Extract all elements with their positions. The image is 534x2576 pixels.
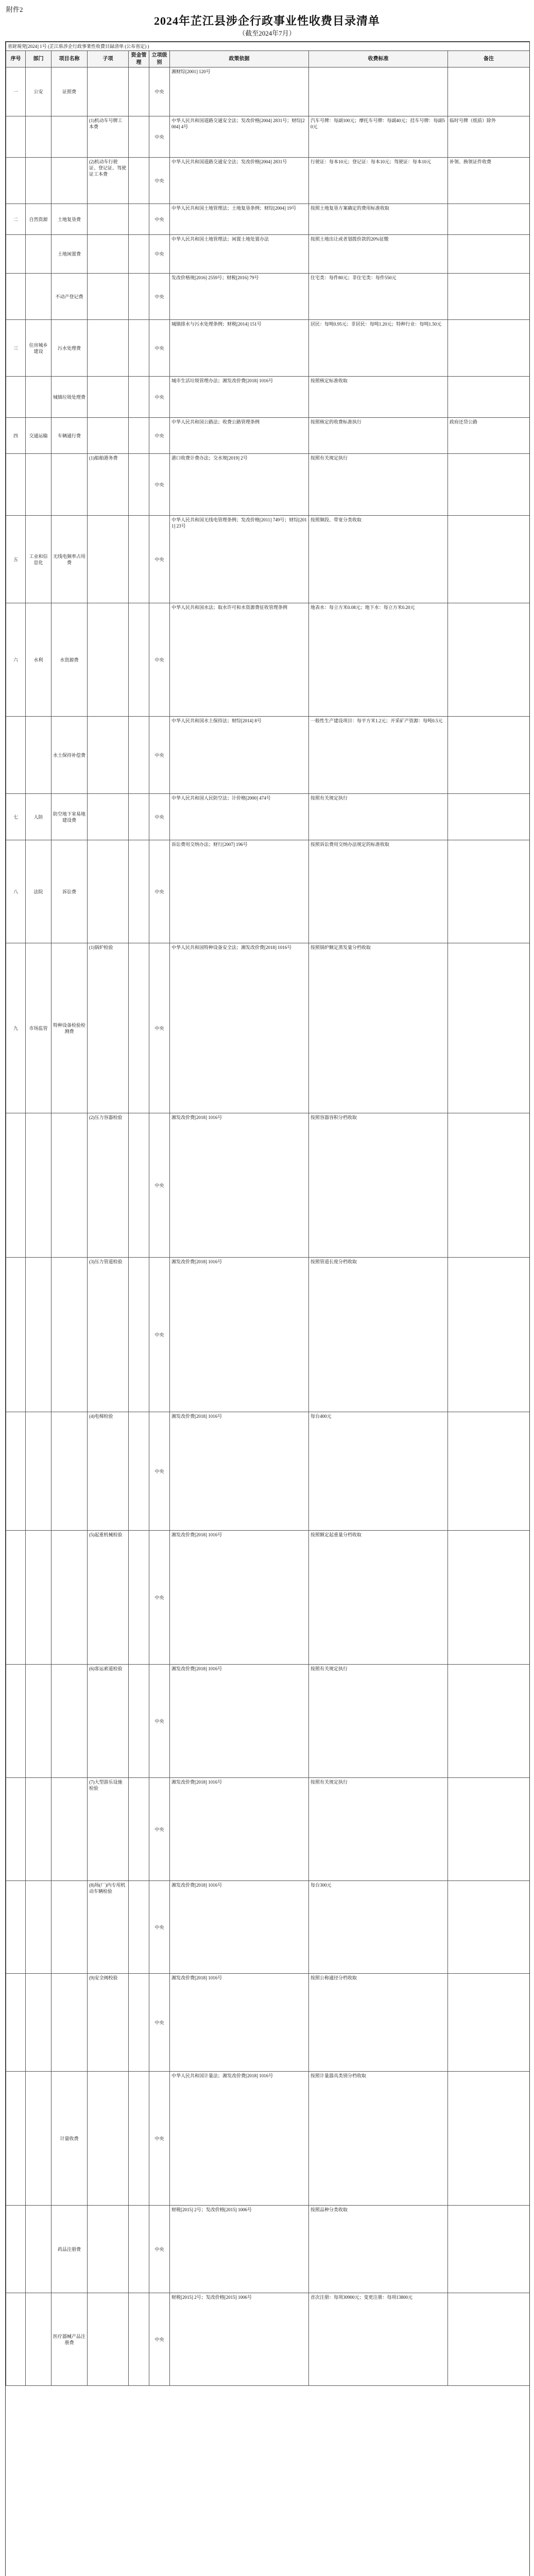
cell-level: 中央: [149, 204, 170, 235]
table-row: [6, 516, 530, 603]
header-note: 备注: [448, 51, 530, 67]
cell-fund: [129, 2293, 149, 2386]
cell-basis: 发改价格规[2016] 2559号；财税[2016] 79号: [170, 274, 309, 320]
cell-standard: 按照品种分类收取: [309, 2206, 448, 2293]
cell-dept: [26, 235, 51, 274]
cell-dept: 人防: [26, 794, 51, 840]
cell-level: 中央: [149, 158, 170, 204]
cell-item: 计量收费: [51, 2072, 88, 2206]
cell-standard: 首次注册：每项30900元；变更注册：每项13800元: [309, 2293, 448, 2386]
cell-standard: 汽车号牌：每副100元；摩托车号牌：每副40元；挂车号牌：每副50元: [309, 116, 448, 158]
cell-seq: 七: [6, 794, 26, 840]
cell-dept: 公安: [26, 67, 51, 116]
cell-dept: 自然资源: [26, 204, 51, 235]
cell-sub: (6)客运索道检验: [88, 1665, 129, 1778]
cell-basis: 中华人民共和国道路交通安全法；发改价格[2004] 2831号；财综[2004] 4号: [170, 116, 309, 158]
table-row: [6, 235, 530, 274]
table-row: [6, 320, 530, 377]
cell-note: [448, 204, 530, 235]
cell-level: 中央: [149, 274, 170, 320]
cell-dept: [26, 1531, 51, 1665]
cell-note: [448, 454, 530, 516]
cell-basis: 湘发改价费[2018] 1016号: [170, 1778, 309, 1881]
cell-level: 中央: [149, 1113, 170, 1258]
cell-standard: 按照计量器具类别分档收取: [309, 2072, 448, 2206]
cell-seq: [6, 2072, 26, 2206]
cell-note: [448, 943, 530, 1113]
cell-sub: [88, 67, 129, 116]
cell-note: [448, 1113, 530, 1258]
cell-standard: 按照核定的收费标准执行: [309, 418, 448, 454]
cell-level: 中央: [149, 418, 170, 454]
cell-dept: [26, 2206, 51, 2293]
cell-standard: 按照有关规定执行: [309, 1778, 448, 1881]
cell-dept: [26, 158, 51, 204]
table-header-row: [6, 51, 530, 67]
cell-sub: (1)船舶港务费: [88, 454, 129, 516]
cell-level: 中央: [149, 1665, 170, 1778]
table-row: [6, 2293, 530, 2386]
cell-item: 水资源费: [51, 603, 88, 717]
cell-basis: 中华人民共和国公路法；收费公路管理条例: [170, 418, 309, 454]
cell-item: [51, 158, 88, 204]
cell-sub: (2)机动车行驶证、登记证、驾驶证工本费: [88, 158, 129, 204]
cell-sub: [88, 274, 129, 320]
cell-level: 中央: [149, 1412, 170, 1531]
cell-item: [51, 1412, 88, 1531]
cell-sub: [88, 717, 129, 794]
cell-fund: [129, 235, 149, 274]
cell-level: 中央: [149, 943, 170, 1113]
cell-level: 中央: [149, 116, 170, 158]
header-item: 项目名称: [51, 51, 88, 67]
cell-level: 中央: [149, 1531, 170, 1665]
cell-level: 中央: [149, 2293, 170, 2386]
header-sub: 子项: [88, 51, 129, 67]
cell-fund: [129, 418, 149, 454]
cell-dept: [26, 2072, 51, 2206]
cell-dept: [26, 717, 51, 794]
cell-note: [448, 235, 530, 274]
cell-standard: 按照土地复垦方案确定的费用标准收取: [309, 204, 448, 235]
table-row: [6, 1412, 530, 1531]
cell-fund: [129, 2072, 149, 2206]
cell-fund: [129, 116, 149, 158]
cell-item: 药品注册费: [51, 2206, 88, 2293]
cell-sub: [88, 418, 129, 454]
cell-fund: [129, 1258, 149, 1412]
header-seq: 序号: [6, 51, 26, 67]
cell-seq: 五: [6, 516, 26, 603]
table-row: [6, 274, 530, 320]
cell-item: [51, 1665, 88, 1778]
cell-level: 中央: [149, 794, 170, 840]
cell-note: 临时号牌（纸质）除外: [448, 116, 530, 158]
header-standard: 收费标准: [309, 51, 448, 67]
cell-fund: [129, 204, 149, 235]
cell-dept: 交通运输: [26, 418, 51, 454]
cell-fund: [129, 2206, 149, 2293]
cell-dept: [26, 1412, 51, 1531]
cell-sub: (7)大型游乐设施检验: [88, 1778, 129, 1881]
cell-level: 中央: [149, 320, 170, 377]
cell-sub: [88, 320, 129, 377]
cell-item: 污水处理费: [51, 320, 88, 377]
cell-standard: 按照土地出让或者划拨价款的20%征缴: [309, 235, 448, 274]
header-basis: 政策依据: [170, 51, 309, 67]
cell-seq: [6, 116, 26, 158]
cell-note: [448, 377, 530, 418]
cell-seq: [6, 454, 26, 516]
cell-fund: [129, 1778, 149, 1881]
cell-item: 不动产登记费: [51, 274, 88, 320]
cell-sub: [88, 840, 129, 943]
cell-standard: 按照管道长度分档收取: [309, 1258, 448, 1412]
table-row: [6, 204, 530, 235]
table-row: [6, 1113, 530, 1258]
cell-level: 中央: [149, 840, 170, 943]
cell-fund: [129, 1881, 149, 1974]
cell-note: [448, 2072, 530, 2206]
cell-level: 中央: [149, 1974, 170, 2072]
cell-basis: 中华人民共和国土地管理法；土地复垦条例；财综[2004] 19号: [170, 204, 309, 235]
table-row: [6, 794, 530, 840]
cell-fund: [129, 1113, 149, 1258]
cell-level: 中央: [149, 235, 170, 274]
cell-level: 中央: [149, 377, 170, 418]
table-row: [6, 1665, 530, 1778]
cell-note: [448, 1881, 530, 1974]
cell-standard: 行驶证：每本10元；登记证：每本10元；驾驶证：每本10元: [309, 158, 448, 204]
cell-fund: [129, 717, 149, 794]
cell-sub: [88, 2206, 129, 2293]
cell-fund: [129, 943, 149, 1113]
cell-level: 中央: [149, 603, 170, 717]
cell-item: 土地闲置费: [51, 235, 88, 274]
table-row: [6, 67, 530, 116]
cell-fund: [129, 67, 149, 116]
header-fund: 资金管理: [129, 51, 149, 67]
cell-seq: 九: [6, 943, 26, 1113]
cell-note: [448, 67, 530, 116]
cell-dept: [26, 1113, 51, 1258]
table-row: [6, 377, 530, 418]
cell-fund: [129, 1531, 149, 1665]
cell-note: [448, 1412, 530, 1531]
cell-fund: [129, 794, 149, 840]
cell-item: [51, 1113, 88, 1258]
cell-item: 水土保持补偿费: [51, 717, 88, 794]
cell-item: 城镇垃圾处理费: [51, 377, 88, 418]
cell-dept: 工业和信息化: [26, 516, 51, 603]
table-row: [6, 1531, 530, 1665]
cell-fund: [129, 840, 149, 943]
cell-dept: [26, 274, 51, 320]
cell-basis: 中华人民共和国水土保持法；财综[2014] 8号: [170, 717, 309, 794]
cell-note: [448, 1531, 530, 1665]
cell-level: 中央: [149, 2206, 170, 2293]
cell-seq: [6, 377, 26, 418]
cell-seq: [6, 235, 26, 274]
cell-note: [448, 1974, 530, 2072]
cell-item: 土地复垦费: [51, 204, 88, 235]
cell-dept: [26, 1881, 51, 1974]
cell-basis: 湘发改价费[2018] 1016号: [170, 1258, 309, 1412]
cell-level: 中央: [149, 1881, 170, 1974]
cell-basis: 湘发改价费[2018] 1016号: [170, 1412, 309, 1531]
cell-basis: 中华人民共和国特种设备安全法；湘发改价费[2018] 1016号: [170, 943, 309, 1113]
cell-sub: [88, 204, 129, 235]
cell-standard: 按照额定起重量分档收取: [309, 1531, 448, 1665]
cell-seq: 三: [6, 320, 26, 377]
cell-level: 中央: [149, 1778, 170, 1881]
cell-note: [448, 2206, 530, 2293]
cell-level: 中央: [149, 1258, 170, 1412]
table-row: [6, 840, 530, 943]
table-row: [6, 1258, 530, 1412]
cell-item: 特种设备检验检测费: [51, 943, 88, 1113]
cell-item: 证照费: [51, 67, 88, 116]
cell-sub: [88, 377, 129, 418]
cell-basis: 中华人民共和国道路交通安全法；发改价格[2004] 2831号: [170, 158, 309, 204]
cell-fund: [129, 377, 149, 418]
table-row: [6, 116, 530, 158]
cell-basis: 城镇排水与污水处理条例；财税[2014] 151号: [170, 320, 309, 377]
table-row: [6, 158, 530, 204]
cell-standard: 一般性生产建设项目：每平方米1.2元；开采矿产资源：每吨0.5元: [309, 717, 448, 794]
cell-note: [448, 1258, 530, 1412]
header-level: 立项级别: [149, 51, 170, 67]
cell-level: 中央: [149, 2072, 170, 2206]
cell-note: [448, 516, 530, 603]
cell-seq: 一: [6, 67, 26, 116]
cell-standard: 每台300元: [309, 1881, 448, 1974]
cell-item: 车辆通行费: [51, 418, 88, 454]
cell-fund: [129, 454, 149, 516]
cell-basis: 财税[2015] 2号；发改价格[2015] 1006号: [170, 2206, 309, 2293]
cell-seq: 二: [6, 204, 26, 235]
cell-note: [448, 717, 530, 794]
cell-standard: 按照有关规定执行: [309, 1665, 448, 1778]
cell-seq: [6, 1258, 26, 1412]
cell-item: 诉讼费: [51, 840, 88, 943]
cell-seq: 六: [6, 603, 26, 717]
cell-fund: [129, 1974, 149, 2072]
cell-fund: [129, 320, 149, 377]
cell-note: [448, 320, 530, 377]
table-row: [6, 943, 530, 1113]
cell-standard: 按照公称通径分档收取: [309, 1974, 448, 2072]
cell-standard: 按照诉讼费用交纳办法规定的标准收取: [309, 840, 448, 943]
cell-basis: 城市生活垃圾管理办法；湘发改价费[2018] 1016号: [170, 377, 309, 418]
cell-sub: [88, 516, 129, 603]
page-title: 2024年芷江县涉企行政事业性收费目录清单: [153, 14, 380, 27]
cell-level: 中央: [149, 67, 170, 116]
cell-standard: 住宅类：每件80元；非住宅类：每件550元: [309, 274, 448, 320]
cell-basis: 财税[2015] 2号；发改价格[2015] 1006号: [170, 2293, 309, 2386]
cell-standard: 按照有关规定执行: [309, 454, 448, 516]
cell-standard: 按照频段、带宽分类收取: [309, 516, 448, 603]
cell-level: 中央: [149, 516, 170, 603]
cell-sub: (3)压力管道检验: [88, 1258, 129, 1412]
cell-sub: [88, 794, 129, 840]
cell-standard: 按照有关规定执行: [309, 794, 448, 840]
cell-seq: [6, 1412, 26, 1531]
cell-dept: 住房城乡建设: [26, 320, 51, 377]
fee-catalog-table-container: [5, 41, 530, 2576]
cell-item: [51, 1531, 88, 1665]
cell-fund: [129, 603, 149, 717]
cell-basis: 湘发改价费[2018] 1016号: [170, 1531, 309, 1665]
cell-seq: [6, 2206, 26, 2293]
cell-dept: [26, 377, 51, 418]
page-subtitle: （截至2024年7月）: [238, 29, 296, 37]
cell-basis: 湘发改价费[2018] 1016号: [170, 1881, 309, 1974]
cell-note: [448, 794, 530, 840]
attachment-label: 附件2: [6, 6, 23, 13]
cell-item: [51, 1778, 88, 1881]
cell-basis: 中华人民共和国人民防空法；计价格[2000] 474号: [170, 794, 309, 840]
cell-item: [51, 1258, 88, 1412]
cell-standard: 居民：每吨0.95元；非居民：每吨1.20元；特种行业：每吨1.50元: [309, 320, 448, 377]
cell-sub: (1)机动车号牌工本费: [88, 116, 129, 158]
cell-seq: [6, 1881, 26, 1974]
cell-fund: [129, 274, 149, 320]
table-source-note: 省財規発[2024] 1号 (芷江県涉企行政事業性收費目録清単 (公布省定) ): [6, 42, 530, 51]
cell-sub: (8)场(厂)内专用机动车辆检验: [88, 1881, 129, 1974]
cell-seq: [6, 1531, 26, 1665]
table-row: [6, 418, 530, 454]
cell-note: 补领、换领证件收费: [448, 158, 530, 204]
cell-seq: [6, 274, 26, 320]
cell-basis: 湘发改价费[2018] 1016号: [170, 1113, 309, 1258]
table-row: [6, 717, 530, 794]
cell-sub: [88, 2293, 129, 2386]
cell-basis: 中华人民共和国计量法；湘发改价费[2018] 1016号: [170, 2072, 309, 2206]
cell-note: 政府还贷公路: [448, 418, 530, 454]
cell-dept: [26, 2293, 51, 2386]
cell-seq: [6, 2293, 26, 2386]
cell-standard: 按照核定标准收取: [309, 377, 448, 418]
table-row: [6, 1881, 530, 1974]
cell-item: 无线电频率占用费: [51, 516, 88, 603]
cell-seq: [6, 158, 26, 204]
cell-fund: [129, 158, 149, 204]
table-source-note-row: [6, 42, 530, 51]
cell-standard: 按照锅炉额定蒸发量分档收取: [309, 943, 448, 1113]
cell-fund: [129, 1665, 149, 1778]
cell-basis: 湘发改价费[2018] 1016号: [170, 1665, 309, 1778]
cell-dept: [26, 1974, 51, 2072]
table-row: [6, 454, 530, 516]
cell-seq: [6, 717, 26, 794]
cell-note: [448, 840, 530, 943]
table-row: [6, 2206, 530, 2293]
cell-item: [51, 1974, 88, 2072]
cell-dept: 市场监管: [26, 943, 51, 1113]
fee-catalog-table: [6, 42, 530, 2386]
cell-note: [448, 1665, 530, 1778]
cell-note: [448, 603, 530, 717]
cell-fund: [129, 1412, 149, 1531]
table-body: [6, 67, 530, 2386]
cell-item: [51, 116, 88, 158]
cell-item: [51, 454, 88, 516]
cell-sub: [88, 2072, 129, 2206]
table-row: [6, 603, 530, 717]
cell-item: [51, 1881, 88, 1974]
cell-sub: (5)起重机械检验: [88, 1531, 129, 1665]
table-row: [6, 2072, 530, 2206]
cell-basis: 中华人民共和国水法；取水许可和水资源费征收管理条例: [170, 603, 309, 717]
table-row: [6, 1974, 530, 2072]
cell-note: [448, 1778, 530, 1881]
cell-seq: [6, 1778, 26, 1881]
cell-sub: [88, 603, 129, 717]
cell-dept: [26, 1258, 51, 1412]
cell-sub: (1)锅炉检验: [88, 943, 129, 1113]
cell-standard: 每台400元: [309, 1412, 448, 1531]
cell-dept: [26, 1778, 51, 1881]
cell-dept: [26, 1665, 51, 1778]
cell-standard: 地表水：每立方米0.08元；地下水：每立方米0.20元: [309, 603, 448, 717]
cell-dept: [26, 116, 51, 158]
cell-sub: (4)电梯检验: [88, 1412, 129, 1531]
cell-standard: 按照容器容积分档收取: [309, 1113, 448, 1258]
cell-note: [448, 2293, 530, 2386]
cell-basis: 湘财综[2001] 120号: [170, 67, 309, 116]
table-row: [6, 1778, 530, 1881]
cell-seq: 四: [6, 418, 26, 454]
cell-sub: [88, 235, 129, 274]
cell-seq: [6, 1665, 26, 1778]
cell-note: [448, 274, 530, 320]
cell-seq: [6, 1974, 26, 2072]
cell-level: 中央: [149, 717, 170, 794]
cell-basis: 中华人民共和国土地管理法；闲置土地处置办法: [170, 235, 309, 274]
cell-fund: [129, 516, 149, 603]
cell-seq: [6, 1113, 26, 1258]
cell-sub: (9)安全阀校验: [88, 1974, 129, 2072]
cell-dept: [26, 454, 51, 516]
cell-basis: 诉讼费用交纳办法；财行[2007] 196号: [170, 840, 309, 943]
cell-sub: (2)压力容器检验: [88, 1113, 129, 1258]
cell-standard: [309, 67, 448, 116]
cell-basis: 中华人民共和国无线电管理条例；发改价格[2011] 749号；财综[2011] 23号: [170, 516, 309, 603]
cell-item: 防空地下室易地建设费: [51, 794, 88, 840]
cell-item: 医疗器械产品注册费: [51, 2293, 88, 2386]
header-dept: 部门: [26, 51, 51, 67]
cell-dept: 水利: [26, 603, 51, 717]
cell-basis: 湘发改价费[2018] 1016号: [170, 1974, 309, 2072]
cell-seq: 八: [6, 840, 26, 943]
cell-dept: 法院: [26, 840, 51, 943]
cell-basis: 港口收费计费办法；交水规[2019] 2号: [170, 454, 309, 516]
cell-level: 中央: [149, 454, 170, 516]
